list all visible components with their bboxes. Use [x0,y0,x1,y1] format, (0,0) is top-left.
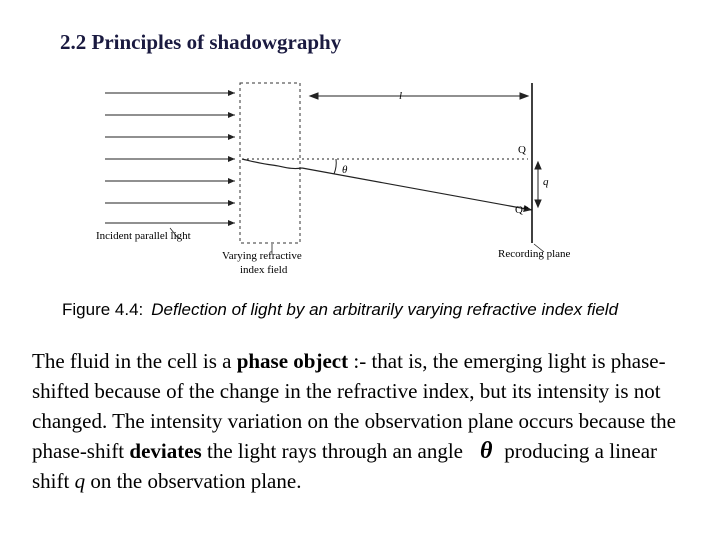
shift-label: q [543,176,549,188]
incident-rays [105,93,235,223]
length-label: l [399,90,403,102]
body-text-4: producing a linear shift [32,439,658,493]
field-label-line1: Varying refractive [222,250,302,262]
ray-in-field [242,159,302,169]
slide-title: 2.2 Principles of shadowgraphy [60,30,342,54]
refractive-field-box [240,83,300,243]
body-text-5: on the observation plane. [85,469,302,493]
incident-light-label: Incident parallel light [96,230,191,242]
angle-arc [334,159,336,174]
figure-caption [62,300,618,320]
theta-symbol: θ [480,438,493,464]
q-variable: q [74,469,86,493]
recording-plane-label: Recording plane [498,248,571,260]
caption-number: Figure 4.4: [62,300,144,319]
point-q-star-label: Q* [515,204,529,216]
shadowgraphy-diagram [10,78,710,328]
body-paragraph [32,346,692,496]
field-label-line2: index field [240,264,288,276]
caption-text: Deflection of light by an arbitrarily varying refractive index field [151,300,619,319]
deflected-ray [302,168,532,210]
body-text-1: The fluid in the cell is a [32,349,237,373]
deviates-term: deviates [129,439,202,463]
diagram-svg [10,78,710,328]
body-text-3: the light rays through an angle [201,439,469,463]
body-text-2: :- that is, the emerging light is phase-shifted because of the change in the refractive index, but its intensity is not changed. The intensity variation on the observation plane occurs because the phase-shift [32,349,676,463]
point-q-label: Q [518,144,526,156]
length-dimension [310,93,528,99]
angle-label: θ [342,164,348,176]
shift-dimension [535,162,541,207]
phase-object-term: phase object [236,349,349,373]
